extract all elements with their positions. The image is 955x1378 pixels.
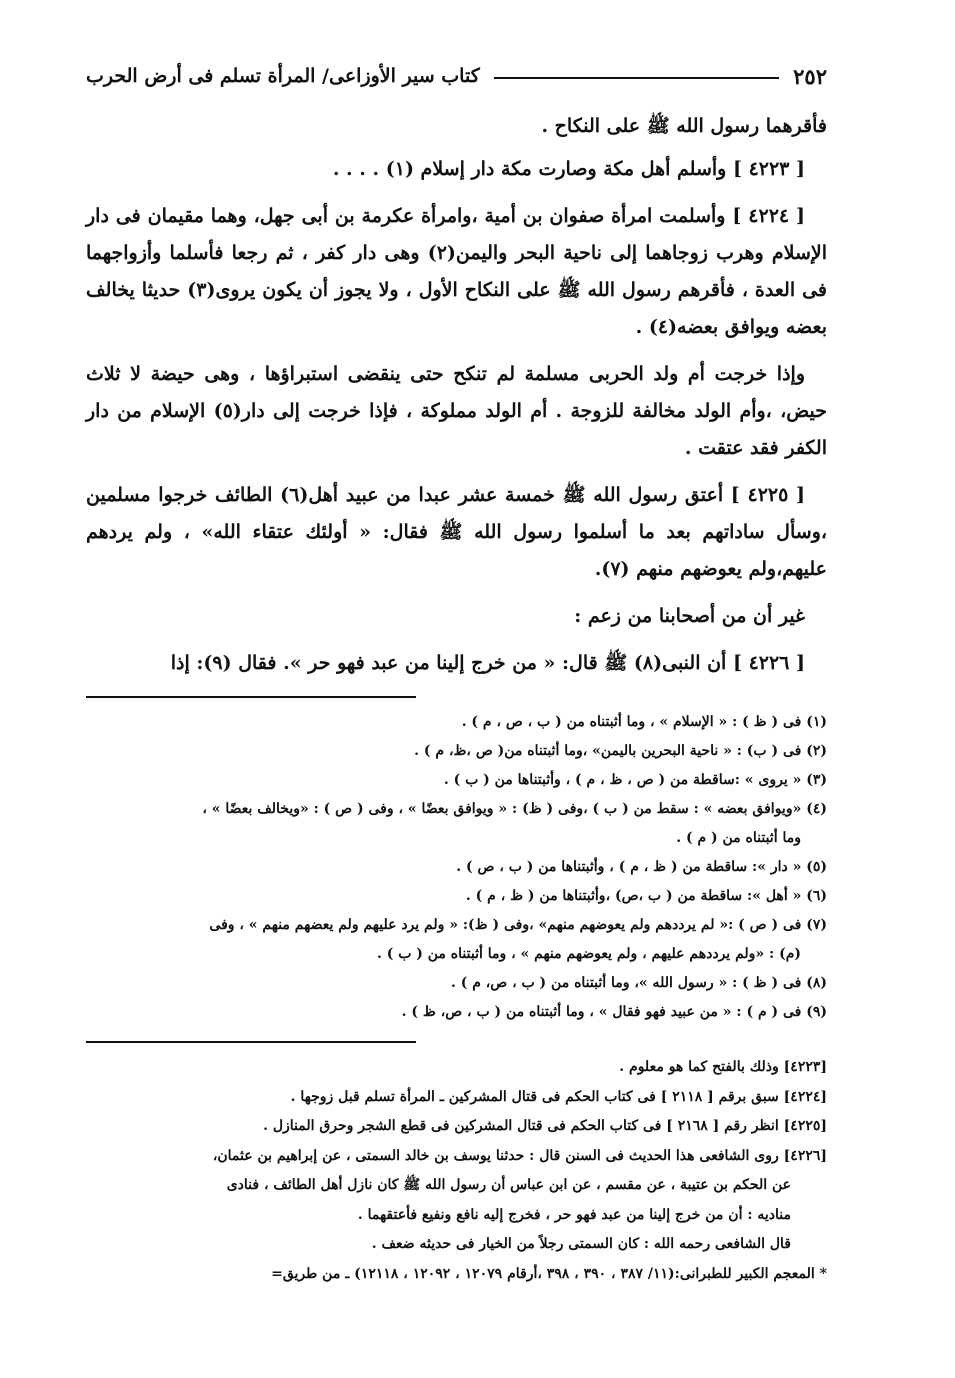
paragraph-umm-walad: وإذا خرجت أم ولد الحربى مسلمة لم تنكح حتى ينقضى استبراؤها ، وهى حيضة لا ثلاث حيض، ،وأم الولد مخالفة للزوجة . أم الولد مملوكة ، فإذا خرجت إلى دار(٥) الإسلام من دار الكفر فقد عتقت . [86,363,827,459]
footnote-2: (٢) فى ( ب) : « ناحية البحرين باليمن» ،وما أثبتناه من( ص ،ظ، م ) . [414,743,827,759]
paragraph-4224: [ ٤٢٢٤ ] وأسلمت امرأة صفوان بن أمية ،وامرأة عكرمة بن أبى جهل، وهما مقيمان فى دار الإسلام وهرب زوجاهما إلى ناحية البحر واليمن(٢) وهى دار كفر ، ثم رجعا فأسلما وأزواجهما فى العدة ، فأقرهم رسول الله ﷺ على النكاح الأول ، ولا يجوز أن يكون يروى(٣) حديثا يخالف بعضه ويوافق بعضه(٤) . [86,205,828,338]
footnote-8: (٨) فى ( ظ ) : « رسول الله »، وما أثبتناه من ( ب ، ص، م ) . [451,975,827,991]
main-text [86,108,827,682]
paragraph-continuation: فأقرهما رسول الله ﷺ على النكاح . [541,115,827,137]
source-footnotes [86,1053,827,1289]
paragraph-ghayr: غير أن من أصحابنا من زعم : [574,605,805,627]
source-4226-line-4: قال الشافعى رحمه الله : كان السمتى رجلاً من الخيار فى حديثه ضعف . [371,1236,791,1252]
page-header [86,58,827,94]
source-4226-line-2: عن الحكم بن عتيبة ، عن مقسم ، عن ابن عباس أن رسول الله ﷺ كان نازل أهل الطائف ، فنادى [226,1177,791,1193]
paragraph-4226: [ ٤٢٢٦ ] أن النبى(٨) ﷺ قال: « من خرج إلينا من عبد فهو حر ». فقال (٩): إذا [170,652,805,674]
footnote-divider [86,696,416,698]
footnote-7-line-1: (٧) فى ( ص ) :« لم يرددهم ولم يعوضهم منهم» ،وفى ( ظ): « ولم يرد عليهم ولم يعضهم منهم » ، وفى [209,917,827,933]
page-number: ٢٥٢ [793,63,827,89]
running-title: كتاب سير الأوزاعى/ المرأة تسلم فى أرض الحرب [86,65,480,87]
source-4223: [٤٢٢٣] وذلك بالفتح كما هو معلوم . [619,1059,827,1075]
footnote-6: (٦) « أهل »: ساقطة من ( ب ،ص) ،وأثبتناها من ( ظ ، م ) . [465,888,827,904]
footnote-7-line-2: (م) : «ولم يرددهم عليهم ، ولم يعوضهم منهم » ، وما أثبتناه من ( ب ) . [376,946,801,962]
footnote-7 [86,911,827,969]
source-4225: [٤٢٢٥] انظر رقم [ ٢١٦٨ ] فى كتاب الحكم فى قتال المشركين فى قطع الشجر وحرق المنازل . [263,1118,827,1134]
footnote-3: (٣) « يروى » :ساقطة من ( ص ، ظ ، م ) ، وأثبتناها من ( ب ) . [443,772,827,788]
source-4224: [٤٢٢٤] سبق برقم [ ٢١١٨ ] فى كتاب الحكم فى قتال المشركين ـ المرأة تسلم قبل زوجها . [290,1088,827,1105]
source-4226 [86,1142,827,1260]
footnote-5: (٥) « دار »: ساقطة من ( ظ ، م ) ، وأثبتناها من ( ب ، ص ) . [456,859,827,875]
paragraph-4225: [ ٤٢٢٥ ] أعتق رسول الله ﷺ خمسة عشر عبدا من عبيد أهل(٦) الطائف خرجوا مسلمين ،وسأل ساداتهم بعد ما أسلموا رسول الله ﷺ فقال: « أولئك عتقاء الله» ، ولم يردهم عليهم،ولم يعوضهم منهم (٧). [86,484,827,580]
paragraph-4223: [ ٤٢٢٣ ] وأسلم أهل مكة وصارت مكة دار إسلام (١) . . . . [332,158,805,180]
source-tabarani: * المعجم الكبير للطبرانى:(١١/ ٣٨٧ ، ٣٩٠ ، ٣٩٨ ،أرقام ١٢٠٧٩ ، ١٢٠٩٢ ، ١٢١١٨) ـ من طريق= [271,1265,827,1282]
footnote-4 [86,795,827,853]
source-4226-line-1: [٤٢٢٦] روى الشافعى هذا الحديث فى السنن قال : حدثنا يوسف بن خالد السمتى ، عن إبراهيم بن عثمان، [212,1147,827,1164]
source-4226-line-3: مناديه : أن من خرج إلينا من عبد فهو حر ، فخرج إليه نافع ونفيع فأعتقهما . [357,1206,791,1223]
footnote-4-line-2: وما أثبتناه من ( م ) . [676,830,801,846]
footnote-4-line-1: (٤) «ويوافق بعضه » : سقط من ( ب ) ،وفى ( ظ) : « ويوافق بعضًا » ، وفى ( ص ) : «ويخالف بعضًا » ، [202,801,827,817]
footnote-9: (٩) فى ( م ) : « من عبيد فهو فقال » ، وما أثبتناه من ( ب ، ص، ظ ) . [401,1004,827,1020]
source-divider [86,1041,416,1043]
header-rule [494,77,779,79]
variant-footnotes [86,708,827,1027]
footnote-1: (١) فى ( ظ ) : « الإسلام » ، وما أثبتناه من ( ب ، ص ، م ) . [461,714,827,730]
